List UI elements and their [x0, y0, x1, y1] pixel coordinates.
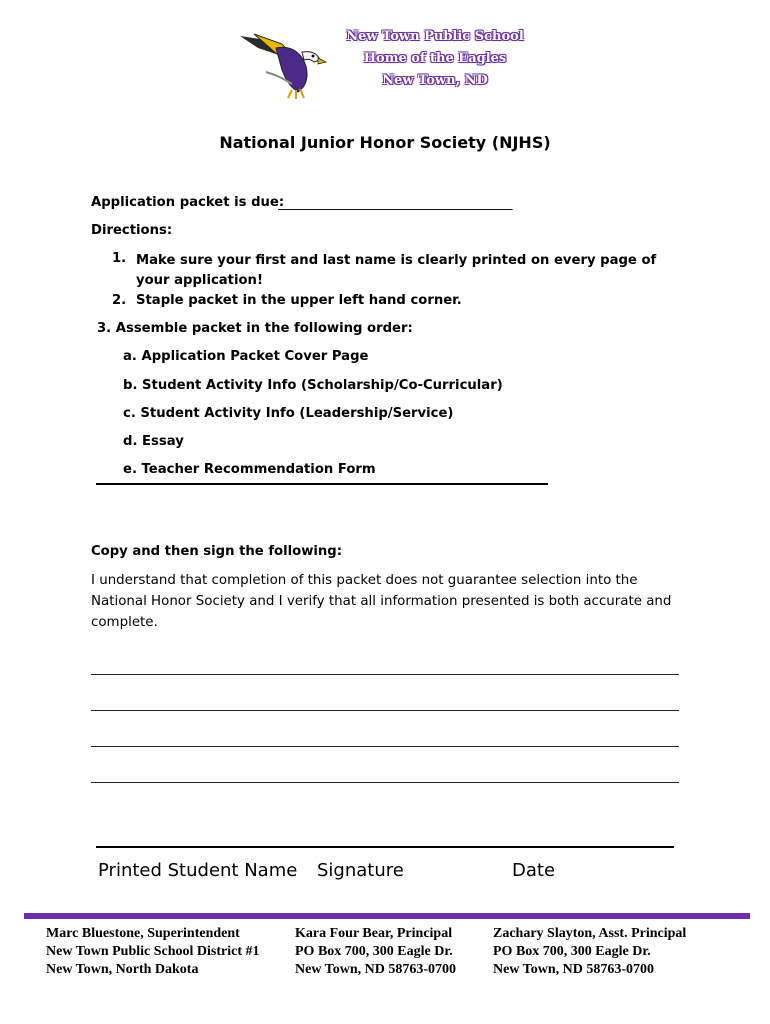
school-header — [330, 26, 540, 92]
divider — [96, 483, 548, 485]
footer-line: New Town, ND 58763-0700 — [493, 962, 655, 977]
step-text: Staple packet in the upper left hand corner. — [136, 293, 462, 308]
pledge-statement: I understand that completion of this packet does not guarantee selection into the National Honor Society and I verify that all information presented is both accurate and complete. — [91, 573, 672, 630]
footer-contact-principal — [295, 925, 456, 979]
footer-contact-asst-principal — [493, 925, 686, 979]
date-label: Date — [512, 860, 556, 881]
order-item: b. Student Activity Info (Scholarship/Co-Curricular) — [123, 378, 503, 393]
copy-line — [91, 782, 679, 783]
order-item: a. Application Packet Cover Page — [123, 349, 369, 364]
footer-line: Zachary Slayton, Asst. Principal — [493, 926, 687, 941]
signature-line — [96, 846, 674, 848]
directions-heading: Directions: — [91, 223, 173, 238]
footer-contact-superintendent — [46, 925, 260, 979]
step-text: Make sure your first and last name is clearly printed on every page of your application! — [136, 253, 657, 288]
eagle-mascot-icon — [236, 26, 332, 102]
footer-line: PO Box 700, 300 Eagle Dr. — [493, 944, 651, 959]
footer-line: New Town Public School District #1 — [46, 944, 260, 959]
page-title: National Junior Honor Society (NJHS) — [219, 133, 551, 152]
footer-line: Kara Four Bear, Principal — [295, 926, 453, 941]
printed-name-label: Printed Student Name — [98, 860, 298, 881]
copy-line — [91, 710, 679, 711]
footer-line: Marc Bluestone, Superintendent — [46, 926, 240, 941]
order-item: d. Essay — [123, 434, 184, 449]
step-number: 2. — [112, 293, 127, 308]
footer-line: PO Box 700, 300 Eagle Dr. — [295, 944, 453, 959]
school-name: New Town Public School — [346, 29, 524, 44]
footer-line: New Town, North Dakota — [46, 962, 199, 977]
copy-instruction: Copy and then sign the following: — [91, 544, 343, 559]
school-motto: Home of the Eagles — [363, 51, 507, 66]
copy-line — [91, 746, 679, 747]
order-item: c. Student Activity Info (Leadership/Service) — [123, 406, 454, 421]
due-date-label: Application packet is due: — [91, 195, 285, 210]
step-text: 3. Assemble packet in the following order: — [97, 321, 413, 336]
order-item: e. Teacher Recommendation Form — [123, 462, 376, 477]
school-location: New Town, ND — [382, 73, 488, 88]
footer-divider — [24, 913, 750, 919]
footer-line: New Town, ND 58763-0700 — [295, 962, 457, 977]
step-number: 1. — [112, 251, 127, 266]
copy-line — [91, 674, 679, 675]
signature-label: Signature — [317, 860, 404, 881]
due-date-blank: _______________________________________ — [278, 196, 512, 211]
